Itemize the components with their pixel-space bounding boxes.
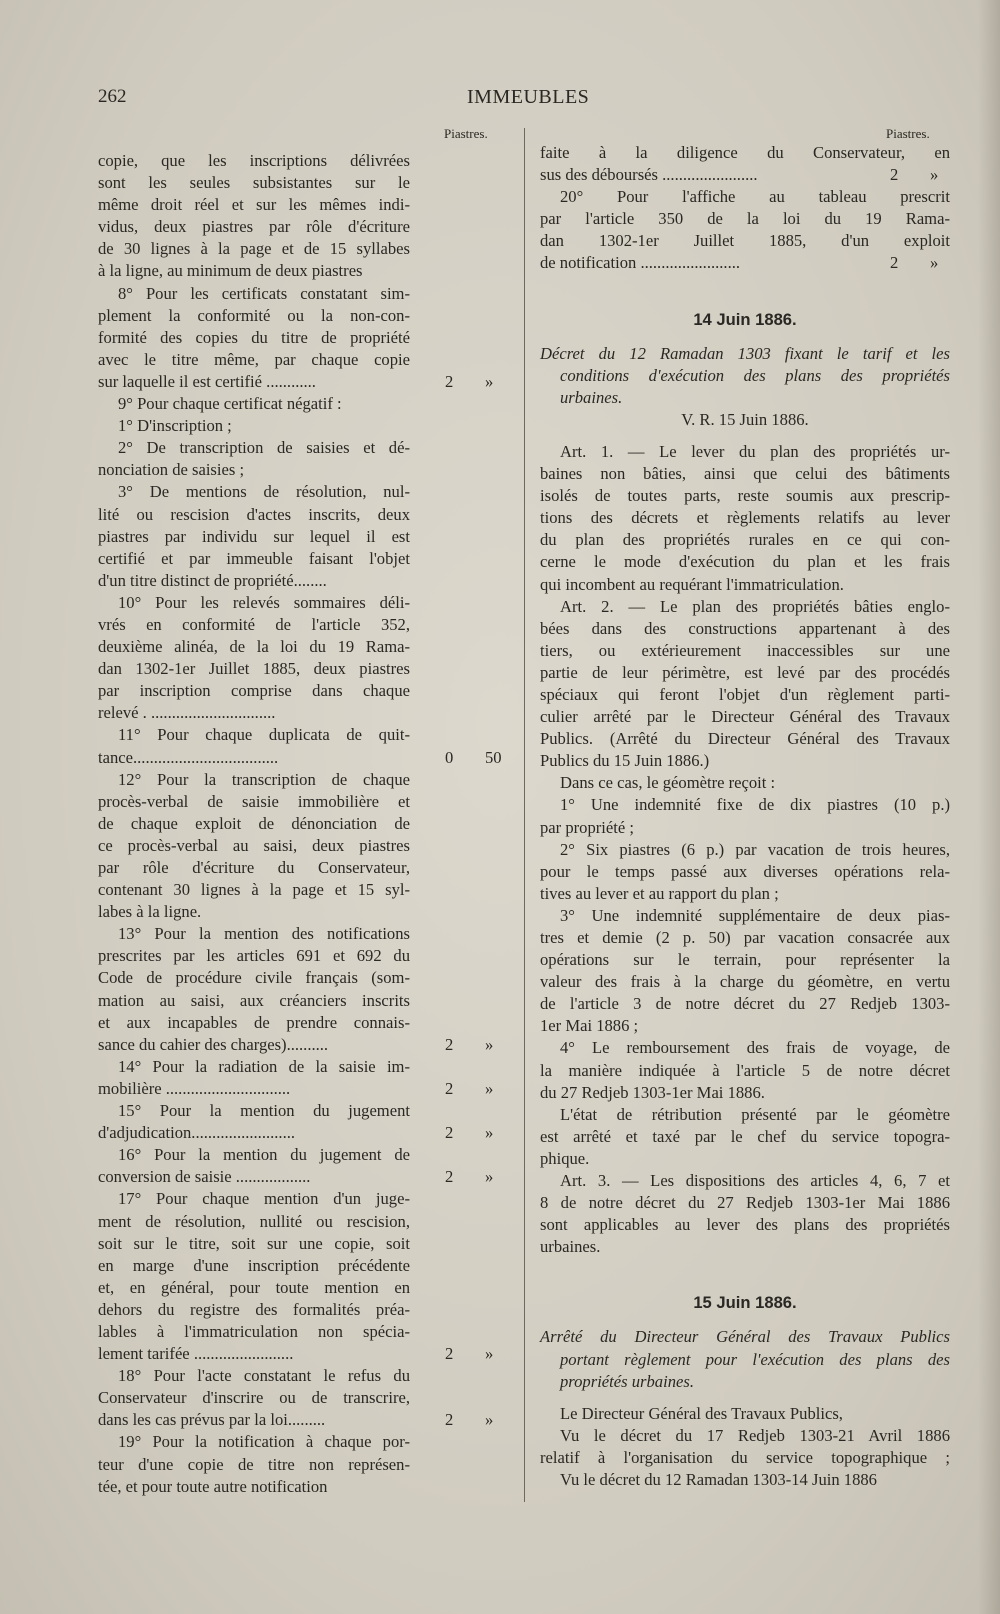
title-text: propriétés urbaines. [560, 1371, 694, 1391]
arrete-line [540, 1403, 950, 1425]
tariff-line [98, 283, 498, 305]
tariff-line [98, 1476, 498, 1498]
tariff-line [98, 393, 498, 415]
line-text: sont les seules subsistantes sur le [98, 173, 410, 193]
tariff-line [540, 142, 950, 164]
line-text: 3° De mentions de résolution, nul- [118, 482, 410, 502]
line-text: Le Directeur Général des Travaux Publics, [560, 1403, 843, 1423]
line-text: du 27 Redjeb 1303-1er Mai 1886. [540, 1082, 765, 1102]
fee-fraction: 50 [485, 747, 502, 767]
fee-piastres: 2 [445, 1034, 454, 1054]
title-line [540, 365, 950, 387]
line-text: teur d'une copie de titre non représen- [98, 1454, 410, 1474]
fee-fraction: » [485, 1410, 494, 1430]
decree-line [540, 883, 950, 905]
decree-line [540, 772, 950, 794]
decree-line [540, 817, 950, 839]
line-text: contenant 30 lignes à la page et 15 syl- [98, 880, 410, 900]
decree-line [540, 794, 950, 816]
column-divider [524, 128, 525, 1502]
tariff-line [98, 371, 498, 393]
fee-piastres: 2 [445, 1123, 454, 1143]
tariff-line [98, 680, 498, 702]
line-text: 9° Pour chaque certificat négatif : [118, 394, 342, 414]
tariff-line [98, 1211, 498, 1233]
tariff-line [98, 1166, 498, 1188]
tariff-line [98, 967, 498, 989]
line-text: 18° Pour l'acte constatant le refus du [118, 1366, 410, 1386]
tariff-line [98, 481, 498, 503]
line-text: tions des décrets et règlements relatifs au lever [540, 508, 950, 528]
tariff-line [98, 857, 498, 879]
arrete-line [540, 1469, 950, 1491]
line-text: 14° Pour la radiation de la saisie im- [118, 1056, 410, 1076]
decree-line [540, 861, 950, 883]
right-top-lines [540, 142, 950, 275]
tariff-line [98, 305, 498, 327]
tariff-line [540, 164, 950, 186]
line-text: du plan des propriétés rurales en ce qui con- [540, 530, 950, 550]
line-text: bées dans des constructions appartenant à des [540, 618, 950, 638]
line-text: tives au lever et au rapport du plan ; [540, 883, 779, 903]
decree-line [540, 507, 950, 529]
tariff-line [98, 835, 498, 857]
line-text: 8° Pour les certificats constatant sim- [118, 283, 410, 303]
line-text: lement tarifée ........................ [98, 1344, 294, 1364]
decree-line [540, 1148, 950, 1170]
tariff-line [98, 945, 498, 967]
decree-line [540, 1015, 950, 1037]
line-text: dan 1302-1er Juillet 1885, d'un exploit [540, 231, 950, 251]
line-text: d'un titre distinct de propriété........ [98, 570, 327, 590]
arrete-line [540, 1447, 950, 1469]
tariff-line [540, 186, 950, 208]
line-text: Art. 2. — Le plan des propriétés bâties englo- [560, 596, 950, 616]
line-text: même droit réel et sur les mêmes indi- [98, 195, 410, 215]
line-text: spéciaux qui feront l'objet d'un règlement parti- [540, 684, 950, 704]
tariff-line [98, 150, 498, 172]
line-text: par rôle d'écriture du Conservateur, [98, 858, 410, 877]
fee-fraction: » [485, 371, 494, 391]
line-text: 4° Le remboursement des frais de voyage, de [560, 1038, 950, 1058]
line-text: et aux incapables de prendre connais- [98, 1012, 410, 1032]
tariff-line [98, 923, 498, 945]
line-text: 15° Pour la mention du jugement [118, 1101, 410, 1121]
tariff-line [98, 260, 498, 282]
tariff-line [98, 614, 498, 636]
line-text: 8 de notre décret du 27 Redjeb 1303-1er Mai 1886 [540, 1193, 950, 1213]
decree-line [540, 905, 950, 927]
right-unit-label: Piastres. [886, 126, 930, 141]
tariff-line [98, 724, 498, 746]
line-text: d'adjudication......................... [98, 1123, 296, 1143]
line-text: Dans ce cas, le géomètre reçoit : [560, 773, 776, 793]
fee-fraction: » [930, 253, 939, 273]
line-text: piastres par individu sur lequel il est [98, 526, 410, 546]
page-number: 262 [98, 86, 127, 107]
tariff-line [98, 1454, 498, 1476]
line-text: urbaines. [540, 1237, 601, 1257]
fee-fraction: » [930, 165, 939, 185]
tariff-line [98, 1343, 498, 1365]
line-text: faite à la diligence du Conservateur, en [540, 143, 950, 162]
fee-piastres: 0 [445, 747, 454, 767]
page-header [98, 86, 948, 120]
decree-line [540, 750, 950, 772]
decree-line [540, 441, 950, 463]
decree-line [540, 706, 950, 728]
fee-piastres: 2 [445, 1167, 454, 1187]
tariff-line [98, 747, 502, 769]
tariff-line [98, 172, 498, 194]
line-text: 17° Pour chaque mention d'un juge- [118, 1189, 410, 1209]
fee-piastres: 2 [445, 371, 454, 391]
line-text: sus des déboursés ....................... [540, 165, 758, 185]
decree-line [540, 640, 950, 662]
line-text: 1er Mai 1886 ; [540, 1016, 639, 1036]
decree-line [540, 839, 950, 861]
title-text: conditions d'exécution des plans des propriétés [560, 365, 950, 385]
tariff-line [98, 1255, 498, 1277]
fee-piastres: 2 [445, 1410, 454, 1430]
fee-piastres: 2 [890, 253, 899, 273]
decree-line [540, 662, 950, 684]
running-title: IMMEUBLES [467, 86, 590, 108]
fee-piastres: 2 [445, 1078, 454, 1098]
line-text: prescrites par les articles 691 et 692 du [98, 946, 410, 966]
decree-title [540, 343, 950, 409]
tariff-line [98, 1299, 498, 1321]
fee-fraction: » [485, 1123, 494, 1143]
decree-line [540, 1060, 950, 1082]
line-text: L'état de rétribution présenté par le géomètre [560, 1104, 950, 1124]
fee-piastres: 2 [445, 1344, 454, 1364]
line-text: formité des copies du titre de propriété [98, 327, 410, 347]
line-text: soit sur le titre, soit sur une copie, soit [98, 1233, 410, 1253]
title-text: portant règlement pour l'exécution des plans des [560, 1349, 950, 1369]
decree-line [540, 596, 950, 618]
line-text: culier arrêté par le Directeur Général des Travaux [540, 707, 950, 727]
line-text: Code de procédure civile français (som- [98, 968, 410, 988]
tariff-line [98, 216, 498, 238]
line-text: en marge d'une inscription précédente [98, 1255, 410, 1275]
line-text: dans les cas prévus par la loi......... [98, 1410, 326, 1430]
line-text: 2° Six piastres (6 p.) par vacation de trois heures, [560, 839, 950, 859]
line-text: Vu le décret du 17 Redjeb 1303-21 Avril 1886 [560, 1425, 950, 1445]
tariff-line [98, 1431, 498, 1453]
line-text: tée, et pour toute autre notification [98, 1476, 328, 1496]
left-text-lines [98, 150, 502, 1498]
line-text: 10° Pour les relevés sommaires déli- [118, 592, 410, 612]
tariff-line [98, 437, 498, 459]
tariff-line [98, 238, 498, 260]
decree-line [540, 1037, 950, 1059]
line-text: Art. 3. — Les dispositions des articles 4, 6, 7 et [560, 1171, 950, 1191]
decree-line [540, 949, 950, 971]
tariff-line [98, 658, 498, 680]
tariff-line [98, 194, 498, 216]
tariff-line [540, 208, 950, 230]
line-text: 19° Pour la notification à chaque por- [118, 1432, 410, 1452]
line-text: sont applicables au lever des plans des propriétés [540, 1215, 950, 1235]
title-text: Arrêté du Directeur Général des Travaux Publics [540, 1327, 950, 1347]
decree-line [540, 574, 950, 596]
tariff-line [98, 592, 498, 614]
line-text: 11° Pour chaque duplicata de quit- [118, 725, 410, 745]
line-text: sance du cahier des charges).......... [98, 1034, 329, 1054]
line-text: vidus, deux piastres par rôle d'écriture [98, 217, 410, 237]
line-text: opérations sur le terrain, pour représenter la [540, 950, 950, 970]
fee-fraction: » [485, 1167, 494, 1187]
tariff-line [98, 1100, 498, 1122]
line-text: ce procès-verbal au saisi, deux piastres [98, 835, 410, 855]
tariff-line [98, 526, 498, 548]
decree-body [540, 441, 950, 1258]
line-text: pour le temps passé aux diverses opérations rela- [540, 861, 950, 881]
decree-line [540, 1192, 950, 1214]
line-text: Art. 1. — Le lever du plan des propriétés ur- [560, 441, 950, 461]
line-text: lité ou rescision d'actes inscrits, deux [98, 504, 410, 524]
line-text: plement la conformité ou la non-con- [98, 305, 410, 325]
line-text: vrés en conformité de l'article 352, [98, 614, 410, 634]
line-text: deuxième alinéa, de la loi du 19 Rama- [98, 637, 410, 657]
decree-line [540, 1214, 950, 1236]
tariff-line [98, 1365, 498, 1387]
right-text-block [540, 142, 950, 1491]
line-text: ment de résolution, nullité ou rescision, [98, 1211, 410, 1231]
line-text: procès-verbal de saisie immobilière et [98, 791, 410, 811]
decree-line [540, 529, 950, 551]
tariff-line [98, 327, 498, 349]
tariff-line [98, 349, 498, 371]
decree-line [540, 551, 950, 573]
line-text: partie de leur périmètre, est levé par des procédés [540, 662, 950, 682]
tariff-line [98, 1056, 498, 1078]
title-line [540, 1326, 950, 1348]
line-text: à la ligne, au minimum de deux piastres [98, 261, 363, 281]
line-text: baines non bâties, ainsi que celui des bâtiments [540, 464, 950, 484]
decree-line [540, 1104, 950, 1126]
line-text: certifié et par immeuble faisant l'objet [98, 548, 410, 568]
decree-line [540, 485, 950, 507]
decree-line [540, 993, 950, 1015]
tariff-line [98, 1012, 498, 1034]
tariff-line [98, 1144, 498, 1166]
tariff-line [98, 636, 498, 658]
line-text: par inscription comprise dans chaque [98, 681, 410, 701]
tariff-line [98, 459, 498, 481]
line-text: isolés de toutes parts, reste soumis aux prescrip- [540, 486, 950, 506]
decree-line [540, 971, 950, 993]
tariff-line [98, 813, 498, 835]
left-unit-label: Piastres. [444, 126, 488, 141]
tariff-line [98, 791, 498, 813]
line-text: avec le titre même, par chaque copie [98, 349, 410, 369]
tariff-line [98, 879, 498, 901]
title-line [540, 387, 950, 409]
line-text: par propriété ; [540, 817, 634, 837]
decree-line [540, 1082, 950, 1104]
line-text: conversion de saisie .................. [98, 1167, 311, 1187]
line-text: Publics. (Arrêté du Directeur Général des Travaux [540, 729, 950, 749]
line-text: de chaque exploit de dénonciation de [98, 813, 410, 833]
line-text: tres et demie (2 p. 50) par vacation consacrée aux [540, 928, 950, 947]
line-text: et, en général, pour toute mention en [98, 1277, 410, 1297]
line-text: 2° De transcription de saisies et dé- [118, 438, 410, 458]
line-text: dehors du registre des formalités préa- [98, 1299, 410, 1319]
line-text: cerne le mode d'exécution du plan et les frais [540, 552, 950, 572]
line-text: Vu le décret du 12 Ramadan 1303-14 Juin 1886 [560, 1469, 877, 1489]
line-text: 12° Pour la transcription de chaque [118, 769, 410, 789]
decree-line [540, 463, 950, 485]
arrete-date-heading: 15 Juin 1886. [693, 1293, 797, 1313]
fee-fraction: » [485, 1344, 494, 1364]
line-text: 20° Pour l'affiche au tableau prescrit [560, 187, 950, 207]
tariff-line [98, 1122, 498, 1144]
decree-line [540, 684, 950, 706]
line-text: 1° D'inscription ; [118, 416, 232, 436]
line-text: par l'article 350 de la loi du 19 Rama- [540, 209, 950, 229]
tariff-line [98, 504, 498, 526]
line-text: de notification ........................ [540, 253, 741, 273]
decree-reference: V. R. 15 Juin 1886. [681, 409, 809, 429]
line-text: mobilière .............................. [98, 1078, 291, 1098]
tariff-line [98, 1387, 498, 1409]
title-text: Décret du 12 Ramadan 1303 fixant le tarif et les [540, 343, 950, 363]
line-text: copie, que les inscriptions délivrées [98, 151, 410, 170]
line-text: Publics du 15 Juin 1886.) [540, 751, 710, 771]
tariff-line [98, 990, 498, 1012]
decree-line [540, 927, 950, 949]
line-text: dan 1302-1er Juillet 1885, deux piastres [98, 659, 410, 679]
line-text: 13° Pour la mention des notifications [118, 924, 410, 944]
line-text: de 30 lignes à la page et de 15 syllabes [98, 239, 410, 259]
decree-line [540, 1126, 950, 1148]
tariff-line [98, 1233, 498, 1255]
tariff-line [98, 1321, 498, 1343]
line-text: phique. [540, 1148, 590, 1168]
line-text: relevé . .............................. [98, 703, 276, 723]
line-text: tiers, ou extérieurement inaccessibles sur une [540, 640, 950, 660]
tariff-line [98, 1078, 498, 1100]
tariff-line [540, 230, 950, 252]
line-text: qui incombent au requérant l'immatriculation. [540, 574, 844, 594]
line-text: Conservateur d'inscrire ou de transcrire, [98, 1388, 410, 1408]
line-text: valeur des frais à la charge du géomètre, en vertu [540, 972, 950, 992]
line-text: sur laquelle il est certifié ............ [98, 371, 316, 391]
tariff-line [540, 252, 950, 274]
line-text: la manière indiquée à l'article 5 de notre décret [540, 1060, 950, 1080]
fee-piastres: 2 [890, 165, 899, 185]
line-text: nonciation de saisies ; [98, 460, 245, 480]
line-text: 16° Pour la mention du jugement de [118, 1145, 410, 1165]
arrete-body [540, 1403, 950, 1491]
tariff-line [98, 570, 498, 592]
line-text: 1° Une indemnité fixe de dix piastres (10 p.) [560, 795, 950, 815]
tariff-line [98, 548, 498, 570]
tariff-line [98, 769, 498, 791]
decree-line [540, 618, 950, 640]
tariff-line [98, 1034, 498, 1056]
decree-line [540, 728, 950, 750]
tariff-line [98, 1188, 498, 1210]
title-text: urbaines. [560, 387, 623, 407]
arrete-line [540, 1425, 950, 1447]
arrete-title [540, 1326, 950, 1392]
decree-line [540, 1170, 950, 1192]
line-text: 3° Une indemnité supplémentaire de deux pias- [560, 905, 950, 925]
line-text: mation au saisi, aux créanciers inscrits [98, 990, 410, 1010]
fee-fraction: » [485, 1034, 494, 1054]
line-text: labes à la ligne. [98, 902, 202, 922]
tariff-line [98, 415, 498, 437]
decree-date-heading: 14 Juin 1886. [693, 309, 797, 329]
tariff-line [98, 1409, 498, 1431]
title-line [540, 343, 950, 365]
tariff-line [98, 702, 498, 724]
tariff-line [98, 901, 498, 923]
fee-fraction: » [485, 1078, 494, 1098]
tariff-line [98, 1277, 498, 1299]
title-line [540, 1371, 950, 1393]
line-text: est arrêté et taxé par le chef du service topogra- [540, 1126, 950, 1146]
line-text: tance................................... [98, 747, 279, 767]
page-edge-shadow [978, 0, 1000, 1614]
line-text: de l'article 3 de notre décret du 27 Redjeb 1303- [540, 994, 950, 1014]
decree-line [540, 1236, 950, 1258]
title-line [540, 1349, 950, 1371]
line-text: relatif à l'organisation du service topographique ; [540, 1447, 950, 1467]
line-text: lables à l'immatriculation non spécia- [98, 1321, 410, 1341]
